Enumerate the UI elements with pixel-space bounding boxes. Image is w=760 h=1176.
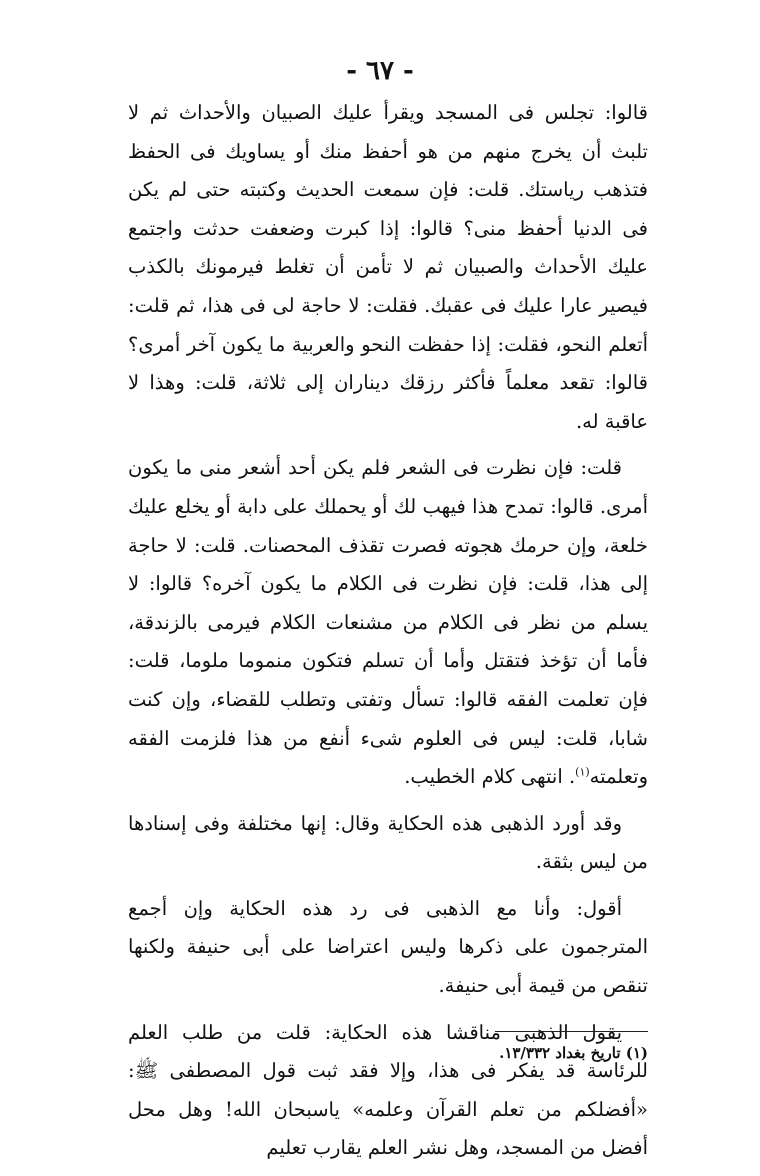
paragraph-2-text: قلت: فإن نظرت فى الشعر فلم يكن أحد أشعر منى ما يكون أمرى. قالوا: تمدح هذا فيهب لك أو يحملك على دابة أو يخلع عليك خلعة، وإن حرمك هجوته فصرت تقذف المحصنات. قلت: لا حاجة إلى هذا، قلت: فإن نظرت فى الكلام ما يكون آخره؟ قالوا: لا يسلم من نظر فى الكلام من مشنعات الكلام فيرمى بالزندقة، فأما أن تؤخذ فتقتل وأما أن تسلم فتكون منموما ملوما، قلت: فإن تعلمت الفقه قالوا: تسأل وتفتى وتطلب للقضاء، وإن كنت شابا، قلت: ليس فى العلوم شىء أنفع من هذا فلزمت الفقه وتعلمته xyxy=(128,456,648,789)
paragraph-3: وقد أورد الذهبى هذه الحكاية وقال: إنها مختلفة وفى إسنادها من ليس بثقة. xyxy=(128,811,648,874)
paragraph-2 xyxy=(128,449,648,796)
page-number: - ٦٧ - xyxy=(346,56,414,86)
paragraph-2-tail: . انتهى كلام الخطيب. xyxy=(404,765,576,789)
paragraph-5: يقول الذهبى مناقشا هذه الحكاية: قلت من طلب العلم للرئاسة قد يفكر فى هذا، وإلا فقد ثبت قول المصطفى ﷺ: «أفضلكم من تعلم القرآن وعلمه» ياسبحان الله! وهل محل أفضل من المسجد، وهل نشر العلم يقارب تعليم xyxy=(128,1020,648,1160)
footnote-marker: (١) xyxy=(575,765,590,779)
paragraph-4: أقول: وأنا مع الذهبى فى رد هذه الحكاية وإن أجمع المترجمون على ذكرها وليس اعتراضا على أبى حنيفة ولكنها تنقص من قيمة أبى حنيفة. xyxy=(128,896,648,998)
body-text xyxy=(128,94,648,1176)
footnote: (١) تاريخ بغداد ١٣/٣٣٢. xyxy=(499,1044,648,1062)
paragraph-1: قالوا: تجلس فى المسجد ويقرأ عليك الصبيان والأحداث ثم لا تلبث أن يخرج منهم من هو أحفظ منك أو يساويك فى الحفظ فتذهب رياستك. قلت: فإن سمعت الحديث وكتبته حتى لم يكن فى الدنيا أحفظ منى؟ قالوا: إذا كبرت وضعفت حدثت واجتمع عليك الأحداث والصبيان ثم لا تأمن أن تغلط فيرمونك بالكذب فيصير عارا عليك فى عقبك. فقلت: لا حاجة لى فى هذا، ثم قلت: أتعلم النحو، فقلت: إذا حفظت النحو والعربية ما يكون آخر أمرى؟ قالوا: تقعد معلماً فأكثر رزقك ديناران إلى ثلاثة، قلت: وهذا لا عاقبة له. xyxy=(128,101,648,433)
footnote-divider xyxy=(495,1031,648,1032)
